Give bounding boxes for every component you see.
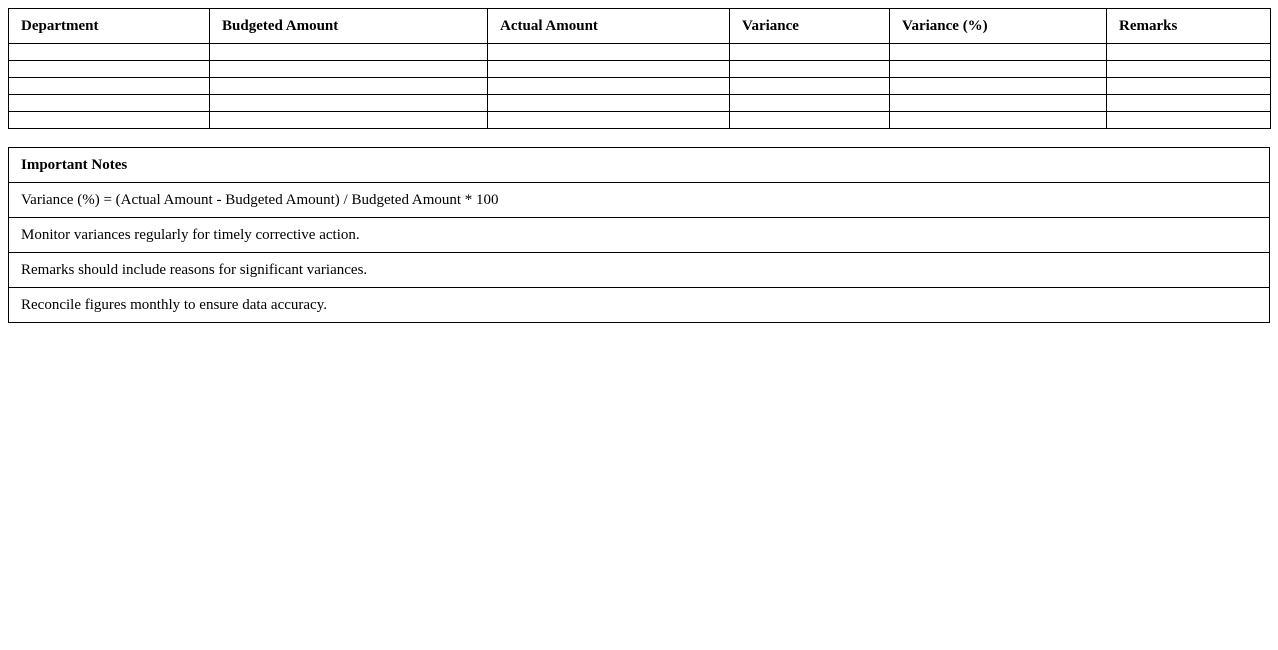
list-item [9,183,1270,218]
header-actual-amount: Actual Amount [488,9,730,44]
table-cell [210,44,488,61]
table-row [9,61,1271,78]
header-department: Department [9,9,210,44]
list-item [9,218,1270,253]
table-cell [210,78,488,95]
table-cell [890,112,1107,129]
note-monitor-variances: Monitor variances regularly for timely corrective action. [9,218,1270,253]
table-cell [890,44,1107,61]
document-body [8,8,1270,323]
notes-title: Important Notes [9,148,1270,183]
table-cell [488,112,730,129]
note-remarks-reasons: Remarks should include reasons for significant variances. [9,253,1270,288]
note-variance-formula: Variance (%) = (Actual Amount - Budgeted Amount) / Budgeted Amount * 100 [9,183,1270,218]
list-item [9,288,1270,323]
table-row [9,44,1271,61]
table-row [9,95,1271,112]
budget-variance-table [8,8,1271,129]
table-cell [488,95,730,112]
table-cell [730,95,890,112]
table-cell [210,61,488,78]
list-item [9,253,1270,288]
table-cell [488,61,730,78]
table-row [9,78,1271,95]
header-remarks: Remarks [1107,9,1271,44]
table-cell [1107,78,1271,95]
table-cell [730,61,890,78]
table-cell [730,44,890,61]
table-cell [488,44,730,61]
table-cell [890,78,1107,95]
table-cell [9,44,210,61]
table-cell [488,78,730,95]
table-row [9,112,1271,129]
table-cell [890,95,1107,112]
table-cell [1107,95,1271,112]
table-cell [890,61,1107,78]
header-variance: Variance [730,9,890,44]
table-cell [730,112,890,129]
note-reconcile-monthly: Reconcile figures monthly to ensure data accuracy. [9,288,1270,323]
table-cell [1107,112,1271,129]
table-cell [9,61,210,78]
table-cell [730,78,890,95]
table-cell [1107,44,1271,61]
header-budgeted-amount: Budgeted Amount [210,9,488,44]
table-cell [9,112,210,129]
table-cell [9,78,210,95]
important-notes-table [8,147,1270,323]
table-cell [210,112,488,129]
table-header-row [9,9,1271,44]
table-cell [210,95,488,112]
table-cell [1107,61,1271,78]
table-cell [9,95,210,112]
notes-header-row [9,148,1270,183]
header-variance-percent: Variance (%) [890,9,1107,44]
